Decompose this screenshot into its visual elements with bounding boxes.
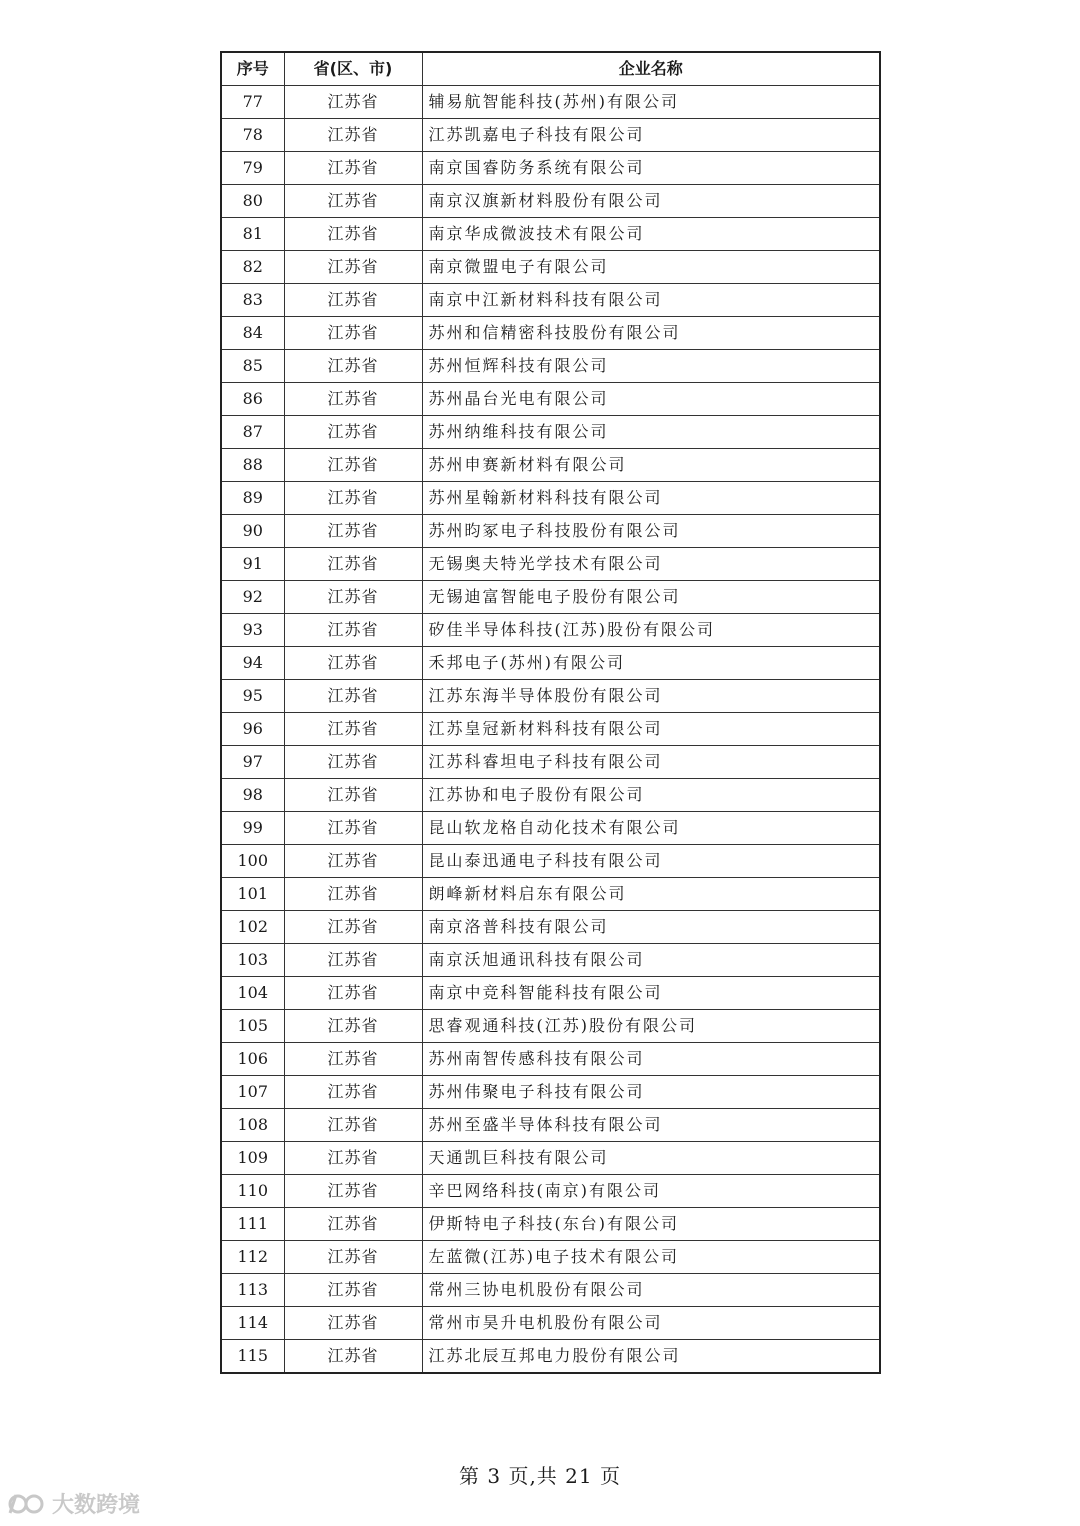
table-row [221,713,880,746]
row-seq: 96 [221,713,284,746]
row-seq: 82 [221,251,284,284]
row-province: 江苏省 [284,515,422,548]
row-company-name: 苏州申赛新材料有限公司 [422,449,880,482]
row-seq: 104 [221,977,284,1010]
table-row [221,1241,880,1274]
row-company-name: 南京微盟电子有限公司 [422,251,880,284]
row-company-name: 昆山泰迅通电子科技有限公司 [422,845,880,878]
row-seq: 88 [221,449,284,482]
row-seq: 103 [221,944,284,977]
row-province: 江苏省 [284,1241,422,1274]
table-row [221,1043,880,1076]
row-province: 江苏省 [284,713,422,746]
table-row [221,1076,880,1109]
row-company-name: 辛巴网络科技(南京)有限公司 [422,1175,880,1208]
row-seq: 100 [221,845,284,878]
row-province: 江苏省 [284,251,422,284]
row-province: 江苏省 [284,185,422,218]
row-province: 江苏省 [284,1010,422,1043]
row-company-name: 昆山软龙格自动化技术有限公司 [422,812,880,845]
table-row [221,1274,880,1307]
row-company-name: 江苏东海半导体股份有限公司 [422,680,880,713]
table-row [221,1175,880,1208]
header-company-name: 企业名称 [422,52,880,86]
table-row [221,944,880,977]
row-seq: 83 [221,284,284,317]
row-company-name: 常州市昊升电机股份有限公司 [422,1307,880,1340]
table-row [221,86,880,119]
table-row [221,977,880,1010]
row-company-name: 南京沃旭通讯科技有限公司 [422,944,880,977]
row-company-name: 苏州至盛半导体科技有限公司 [422,1109,880,1142]
row-company-name: 无锡奥夫特光学技术有限公司 [422,548,880,581]
row-province: 江苏省 [284,218,422,251]
table-row [221,317,880,350]
row-province: 江苏省 [284,581,422,614]
row-province: 江苏省 [284,1274,422,1307]
table-row [221,845,880,878]
row-province: 江苏省 [284,350,422,383]
row-seq: 112 [221,1241,284,1274]
table-row [221,1010,880,1043]
row-province: 江苏省 [284,1142,422,1175]
row-seq: 114 [221,1307,284,1340]
table-row [221,515,880,548]
row-province: 江苏省 [284,1175,422,1208]
row-province: 江苏省 [284,746,422,779]
row-province: 江苏省 [284,86,422,119]
row-province: 江苏省 [284,119,422,152]
table-row [221,383,880,416]
row-company-name: 江苏协和电子股份有限公司 [422,779,880,812]
row-company-name: 伊斯特电子科技(东台)有限公司 [422,1208,880,1241]
row-company-name: 江苏凯嘉电子科技有限公司 [422,119,880,152]
table-row [221,119,880,152]
row-seq: 109 [221,1142,284,1175]
row-seq: 85 [221,350,284,383]
header-province: 省(区、市) [284,52,422,86]
table-row [221,647,880,680]
row-province: 江苏省 [284,845,422,878]
row-company-name: 江苏北辰互邦电力股份有限公司 [422,1340,880,1374]
row-province: 江苏省 [284,647,422,680]
row-company-name: 苏州星翰新材料科技有限公司 [422,482,880,515]
row-province: 江苏省 [284,383,422,416]
row-province: 江苏省 [284,284,422,317]
row-company-name: 朗峰新材料启东有限公司 [422,878,880,911]
row-company-name: 矽佳半导体科技(江苏)股份有限公司 [422,614,880,647]
header-seq: 序号 [221,52,284,86]
row-province: 江苏省 [284,977,422,1010]
row-company-name: 南京洛普科技有限公司 [422,911,880,944]
row-province: 江苏省 [284,878,422,911]
watermark-text: 大数跨境 [52,1493,141,1518]
row-seq: 78 [221,119,284,152]
table-row [221,812,880,845]
table-row [221,416,880,449]
row-seq: 97 [221,746,284,779]
row-province: 江苏省 [284,779,422,812]
table-row [221,218,880,251]
row-company-name: 苏州伟聚电子科技有限公司 [422,1076,880,1109]
table-row [221,581,880,614]
row-province: 江苏省 [284,482,422,515]
row-company-name: 苏州南智传感科技有限公司 [422,1043,880,1076]
row-seq: 84 [221,317,284,350]
table-row [221,482,880,515]
table-row [221,1307,880,1340]
row-seq: 113 [221,1274,284,1307]
row-company-name: 常州三协电机股份有限公司 [422,1274,880,1307]
row-seq: 106 [221,1043,284,1076]
row-company-name: 南京汉旗新材料股份有限公司 [422,185,880,218]
row-seq: 77 [221,86,284,119]
table-row [221,548,880,581]
row-company-name: 苏州昀冢电子科技股份有限公司 [422,515,880,548]
row-province: 江苏省 [284,449,422,482]
table-row [221,152,880,185]
row-province: 江苏省 [284,1307,422,1340]
row-province: 江苏省 [284,1043,422,1076]
row-seq: 107 [221,1076,284,1109]
table-row [221,1109,880,1142]
row-province: 江苏省 [284,1109,422,1142]
row-seq: 115 [221,1340,284,1374]
table-row [221,284,880,317]
row-company-name: 苏州纳维科技有限公司 [422,416,880,449]
row-seq: 110 [221,1175,284,1208]
row-company-name: 无锡迪富智能电子股份有限公司 [422,581,880,614]
table-row [221,185,880,218]
row-province: 江苏省 [284,152,422,185]
table-row [221,911,880,944]
row-seq: 79 [221,152,284,185]
row-province: 江苏省 [284,548,422,581]
row-seq: 92 [221,581,284,614]
row-province: 江苏省 [284,317,422,350]
row-province: 江苏省 [284,680,422,713]
row-province: 江苏省 [284,614,422,647]
row-seq: 91 [221,548,284,581]
row-seq: 94 [221,647,284,680]
row-company-name: 左蓝微(江苏)电子技术有限公司 [422,1241,880,1274]
watermark [8,1488,140,1519]
row-seq: 105 [221,1010,284,1043]
row-province: 江苏省 [284,1340,422,1374]
row-company-name: 南京中竞科智能科技有限公司 [422,977,880,1010]
row-province: 江苏省 [284,911,422,944]
row-company-name: 南京中江新材料科技有限公司 [422,284,880,317]
row-province: 江苏省 [284,1208,422,1241]
row-seq: 93 [221,614,284,647]
row-seq: 101 [221,878,284,911]
table-row [221,449,880,482]
table-row [221,779,880,812]
row-company-name: 天通凯巨科技有限公司 [422,1142,880,1175]
row-company-name: 辅易航智能科技(苏州)有限公司 [422,86,880,119]
row-seq: 111 [221,1208,284,1241]
row-company-name: 苏州恒辉科技有限公司 [422,350,880,383]
table-row [221,251,880,284]
row-seq: 98 [221,779,284,812]
table-row [221,350,880,383]
row-province: 江苏省 [284,944,422,977]
row-company-name: 江苏科睿坦电子科技有限公司 [422,746,880,779]
table-header-row [221,52,880,86]
table-row [221,680,880,713]
row-seq: 89 [221,482,284,515]
row-company-name: 南京国睿防务系统有限公司 [422,152,880,185]
row-company-name: 南京华成微波技术有限公司 [422,218,880,251]
table-row [221,746,880,779]
row-company-name: 禾邦电子(苏州)有限公司 [422,647,880,680]
table-row [221,878,880,911]
row-seq: 87 [221,416,284,449]
company-table [220,51,881,1374]
table-row [221,1142,880,1175]
row-seq: 80 [221,185,284,218]
row-seq: 95 [221,680,284,713]
row-company-name: 江苏皇冠新材料科技有限公司 [422,713,880,746]
table-row [221,1208,880,1241]
row-company-name: 思睿观通科技(江苏)股份有限公司 [422,1010,880,1043]
row-company-name: 苏州和信精密科技股份有限公司 [422,317,880,350]
row-seq: 99 [221,812,284,845]
table-row [221,614,880,647]
row-seq: 108 [221,1109,284,1142]
row-province: 江苏省 [284,416,422,449]
table-body [221,86,880,1374]
row-seq: 90 [221,515,284,548]
table-row [221,1340,880,1374]
row-province: 江苏省 [284,1076,422,1109]
row-seq: 81 [221,218,284,251]
brand-logo-icon [8,1491,46,1517]
row-province: 江苏省 [284,812,422,845]
page-footer: 第 3 页,共 21 页 [459,1464,621,1488]
row-seq: 86 [221,383,284,416]
row-company-name: 苏州晶台光电有限公司 [422,383,880,416]
row-seq: 102 [221,911,284,944]
